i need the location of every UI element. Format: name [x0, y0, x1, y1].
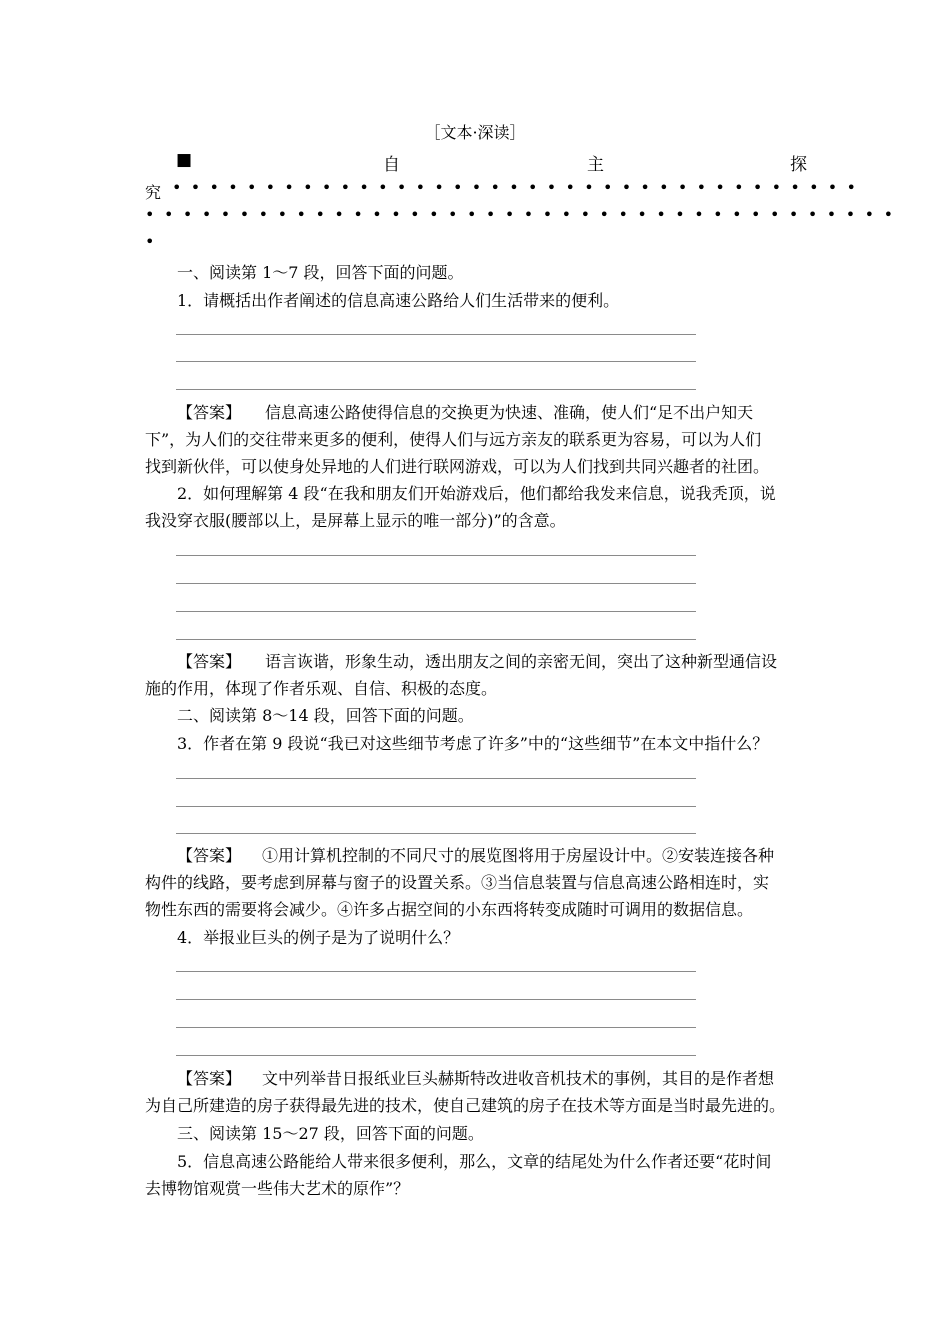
question-5-line-1: 5．信息高速公路能给人带来很多便利，那么，文章的结尾处为什么作者还要“花时间: [177, 1152, 772, 1171]
answer-line: [176, 971, 696, 972]
question-4: 4．举报业巨头的例子是为了说明什么？: [177, 928, 460, 947]
question-2-line-2: 我没穿衣服(腰部以上，是屏幕上显示的唯一部分)”的含意。: [145, 511, 566, 530]
section-title-char-2: 主: [587, 155, 604, 175]
part-1-heading: 一、阅读第 1～7 段，回答下面的问题。: [177, 263, 464, 282]
answer-line: [176, 611, 696, 612]
answer-line: [176, 639, 696, 640]
section-title-char-1: 自: [383, 155, 400, 175]
question-5-line-2: 去博物馆观赏一些伟大艺术的原作”？: [145, 1179, 410, 1198]
answer-line: [176, 361, 696, 362]
answer-2-line-1: 语言诙谐，形象生动，透出朋友之间的亲密无间，突出了这种新型通信设: [265, 652, 778, 671]
answer-4-line-2: 为自己所建造的房子获得最先进的技术，使自己建筑的房子在技术等方面是当时最先进的。: [145, 1096, 786, 1115]
answer-3-line-1: ①用计算机控制的不同尺寸的展览图将用于房屋设计中。②安装连接各种: [262, 846, 775, 865]
answer-3-line-3: 物性东西的需要将会减少。④许多占据空间的小东西将转变成随时可调用的数据信息。: [145, 900, 754, 919]
section-title-last-char: 究: [145, 183, 162, 202]
answer-line: [176, 555, 696, 556]
answer-2-label: 【答案】: [177, 652, 242, 671]
answer-line: [176, 806, 696, 807]
part-3-heading: 三、阅读第 15～27 段，回答下面的问题。: [177, 1124, 484, 1143]
answer-line: [176, 334, 696, 335]
answer-line: [176, 999, 696, 1000]
question-1: 1．请概括出作者阐述的信息高速公路给人们生活带来的便利。: [177, 291, 620, 310]
answer-3-line-2: 构件的线路，要考虑到屏幕与窗子的设置关系。③当信息装置与信息高速公路相连时，实: [145, 873, 770, 892]
answer-line: [176, 583, 696, 584]
question-2-line-1: 2．如何理解第 4 段“在我和朋友们开始游戏后，他们都给我发来信息，说我秃顶，说: [177, 484, 776, 503]
answer-line: [176, 833, 696, 834]
answer-2-line-2: 施的作用，体现了作者乐观、自信、积极的态度。: [145, 679, 498, 698]
question-3: 3．作者在第 9 段说“我已对这些细节考虑了许多”中的“这些细节”在本文中指什么？: [177, 734, 769, 753]
answer-4-line-1: 文中列举昔日报纸业巨头赫斯特改进收音机技术的事例，其目的是作者想: [262, 1069, 775, 1088]
answer-line: [176, 1055, 696, 1056]
section-title-char-3: 探: [790, 155, 807, 175]
answer-3-label: 【答案】: [177, 846, 242, 865]
part-2-heading: 二、阅读第 8～14 段，回答下面的问题。: [177, 706, 474, 725]
answer-1-line-2: 下”，为人们的交往带来更多的便利，使得人们与远方亲友的联系更为容易，可以为人们: [145, 430, 762, 449]
answer-line: [176, 1027, 696, 1028]
page-header: ［文本·深读］: [424, 123, 526, 142]
dot-leader-row-1: •••••••••••••••••••••••••••••••••••••: [172, 178, 866, 197]
dot-leader-row-2: ••••••••••••••••••••••••••••••••••••••••: [145, 205, 903, 224]
answer-1-line-1: 信息高速公路使得信息的交换更为快速、准确，使人们“足不出户知天: [265, 403, 754, 422]
answer-1-line-3: 找到新伙伴，可以使身处异地的人们进行联网游戏，可以为人们找到共同兴趣者的社团。: [145, 457, 770, 476]
section-bullet: ■: [176, 150, 193, 170]
answer-1-label: 【答案】: [177, 403, 242, 422]
answer-line: [176, 778, 696, 779]
answer-line: [176, 389, 696, 390]
answer-4-label: 【答案】: [177, 1069, 242, 1088]
dot-leader-row-3: •: [145, 232, 155, 251]
